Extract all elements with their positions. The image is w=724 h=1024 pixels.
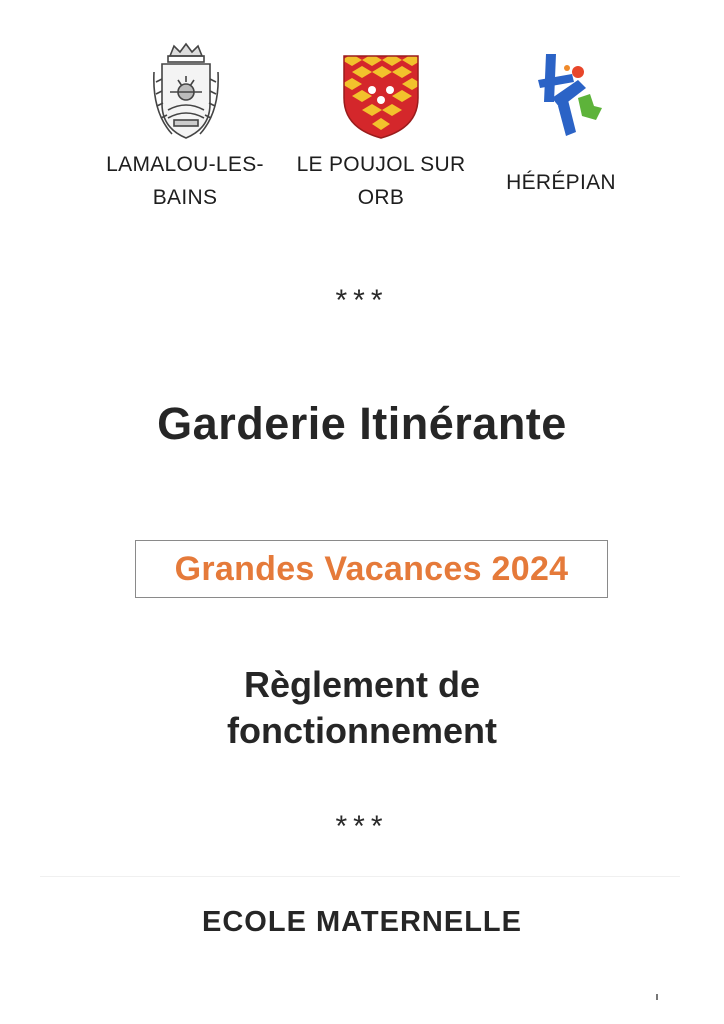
divider (40, 876, 680, 877)
herepian-logo-icon (534, 50, 606, 140)
separator-stars-top: *** (335, 284, 389, 317)
town-name-line2: ORB (357, 186, 405, 209)
subtitle-line1: Règlement de (243, 664, 481, 705)
season-banner-text: Grandes Vacances 2024 (174, 549, 569, 588)
town-name-line1: HÉRÉPIAN (506, 171, 616, 194)
page-subtitle (0, 662, 724, 754)
town-name-line2: BAINS (152, 186, 218, 209)
lamalou-crest-icon (148, 42, 224, 142)
page-title: Garderie Itinérante (157, 398, 567, 449)
separator-stars-bottom: *** (335, 810, 389, 843)
school-name: ECOLE MATERNELLE (202, 906, 522, 938)
subtitle-line2: fonctionnement (227, 710, 497, 751)
town-name-line1: LE POUJOL SUR (296, 153, 466, 176)
town-name-lamalou (92, 148, 278, 214)
town-name-herepian (486, 166, 636, 199)
town-name-poujol (286, 148, 476, 214)
scan-mark (656, 994, 658, 1000)
poujol-shield-icon (342, 54, 420, 140)
town-name-line1: LAMALOU-LES- (106, 153, 264, 176)
season-banner (135, 540, 608, 598)
